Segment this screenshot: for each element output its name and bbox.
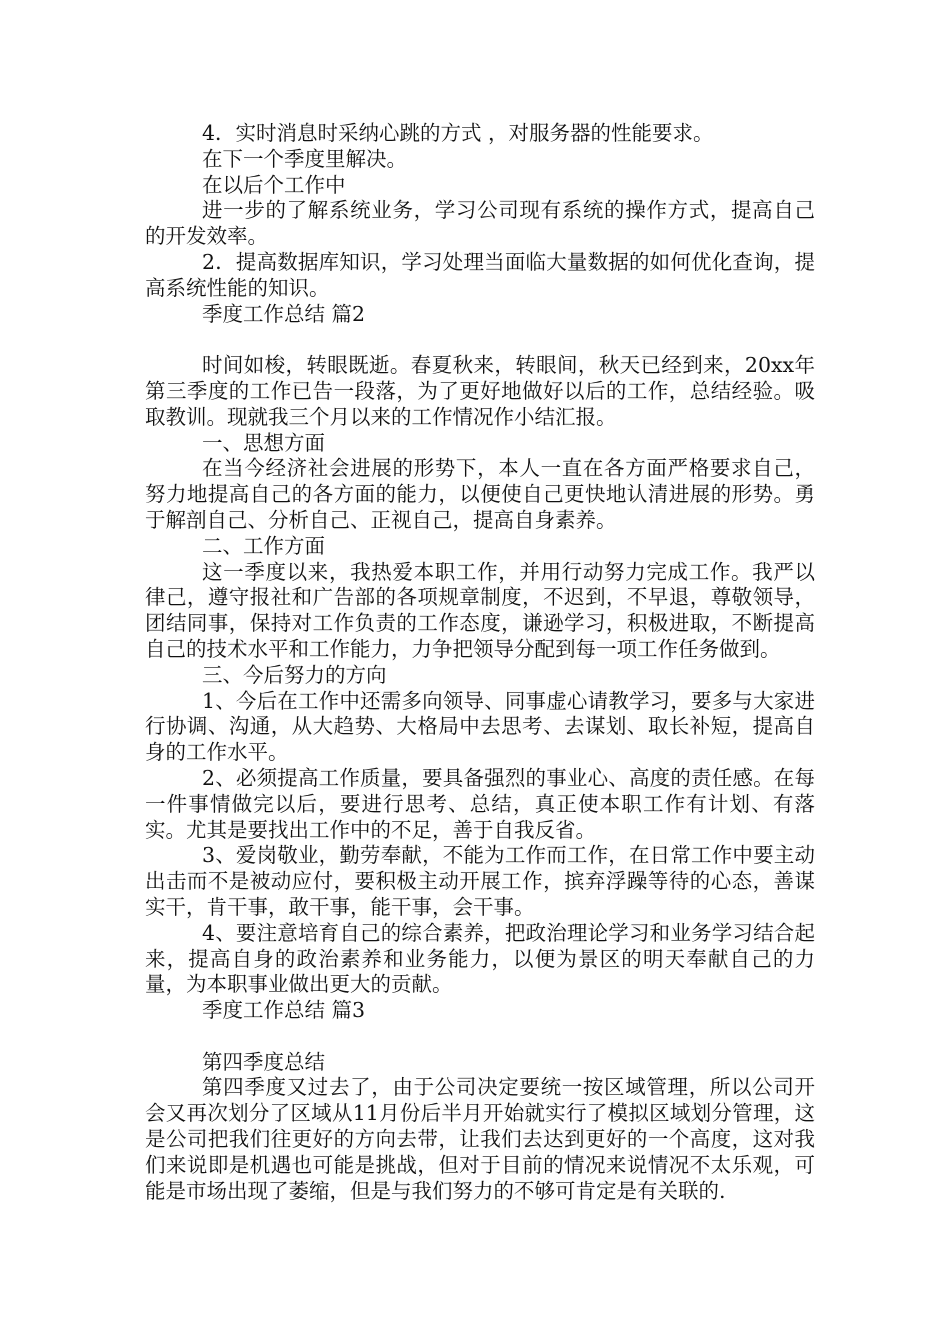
paragraph: 4、要注意培育自己的综合素养，把政治理论学习和业务学习结合起来，提高自身的政治素养和业务能力，以便为景区的明天奉献自己的力量，为本职事业做出更大的贡献。	[145, 920, 815, 997]
paragraph: 在当今经济社会进展的形势下，本人一直在各方面严格要求自己，努力地提高自己的各方面的能力，以便使自己更快地认清进展的形势。勇于解剖自己、分析自己、正视自己，提高自身素养。	[145, 456, 815, 532]
section-heading: 二、工作方面	[202, 533, 325, 558]
section-heading: 季度工作总结 篇2	[202, 301, 366, 326]
section-heading: 一、思想方面	[202, 430, 325, 455]
paragraph: 2、必须提高工作质量，要具备强烈的事业心、高度的责任感。在每一件事情做完以后，要进行思考、总结，真正使本职工作有计划、有落实。尤其是要找出工作中的不足，善于自我反省。	[145, 765, 815, 842]
paragraph: 3、爱岗敬业，勤劳奉献，不能为工作而工作，在日常工作中要主动出击而不是被动应付，要积极主动开展工作，摈弃浮躁等待的心态，善谋实干，肯干事，敢干事，能干事，会干事。	[145, 843, 815, 919]
section-heading: 季度工作总结 篇3	[202, 998, 366, 1023]
paragraph: 在以后个工作中	[202, 172, 346, 197]
paragraph: 这一季度以来，我热爱本职工作，并用行动努力完成工作。我严以律己，遵守报社和广告部的各项规章制度，不迟到，不早退，尊敬领导，团结同事，保持对工作负责的工作态度，谦逊学习，积极进取，不断提高自己的技术水平和工作能力，力争把领导分配到每一项工作任务做到。	[145, 559, 815, 661]
paragraph: 2．提高数据库知识，学习处理当面临大量数据的如何优化查询，提高系统性能的知识。	[145, 249, 815, 300]
paragraph: 进一步的了解系统业务，学习公司现有系统的操作方式，提高自己的开发效率。	[145, 198, 815, 249]
paragraph: 4．实时消息时采纳心跳的方式 ，对服务器的性能要求。	[202, 121, 714, 145]
paragraph: 在下一个季度里解决。	[202, 146, 407, 171]
paragraph: 1、今后在工作中还需多向领导、同事虚心请教学习，要多与大家进行协调、沟通，从大趋势、大格局中去思考、去谋划、取长补短，提高自身的工作水平。	[145, 688, 815, 765]
document-page	[145, 121, 815, 1204]
paragraph: 第四季度又过去了，由于公司决定要统一按区域管理，所以公司开会又再次划分了区域从11月份后半月开始就实行了模拟区域划分管理，这是公司把我们往更好的方向去带，让我们去达到更好的一个高度，这对我们来说即是机遇也可能是挑战，但对于目前的情况来说情况不太乐观，可能是市场出现了萎缩，但是与我们努力的不够可肯定是有关联的.	[145, 1075, 815, 1203]
paragraph: 时间如梭，转眼既逝。春夏秋来，转眼间，秋天已经到来，20xx年第三季度的工作已告一段落，为了更好地做好以后的工作，总结经验。吸取教训。现就我三个月以来的工作情况作小结汇报。	[145, 353, 815, 429]
section-heading: 第四季度总结	[202, 1049, 325, 1074]
blank-line	[145, 327, 815, 353]
blank-line	[145, 1024, 815, 1050]
section-heading: 三、今后努力的方向	[202, 662, 387, 687]
